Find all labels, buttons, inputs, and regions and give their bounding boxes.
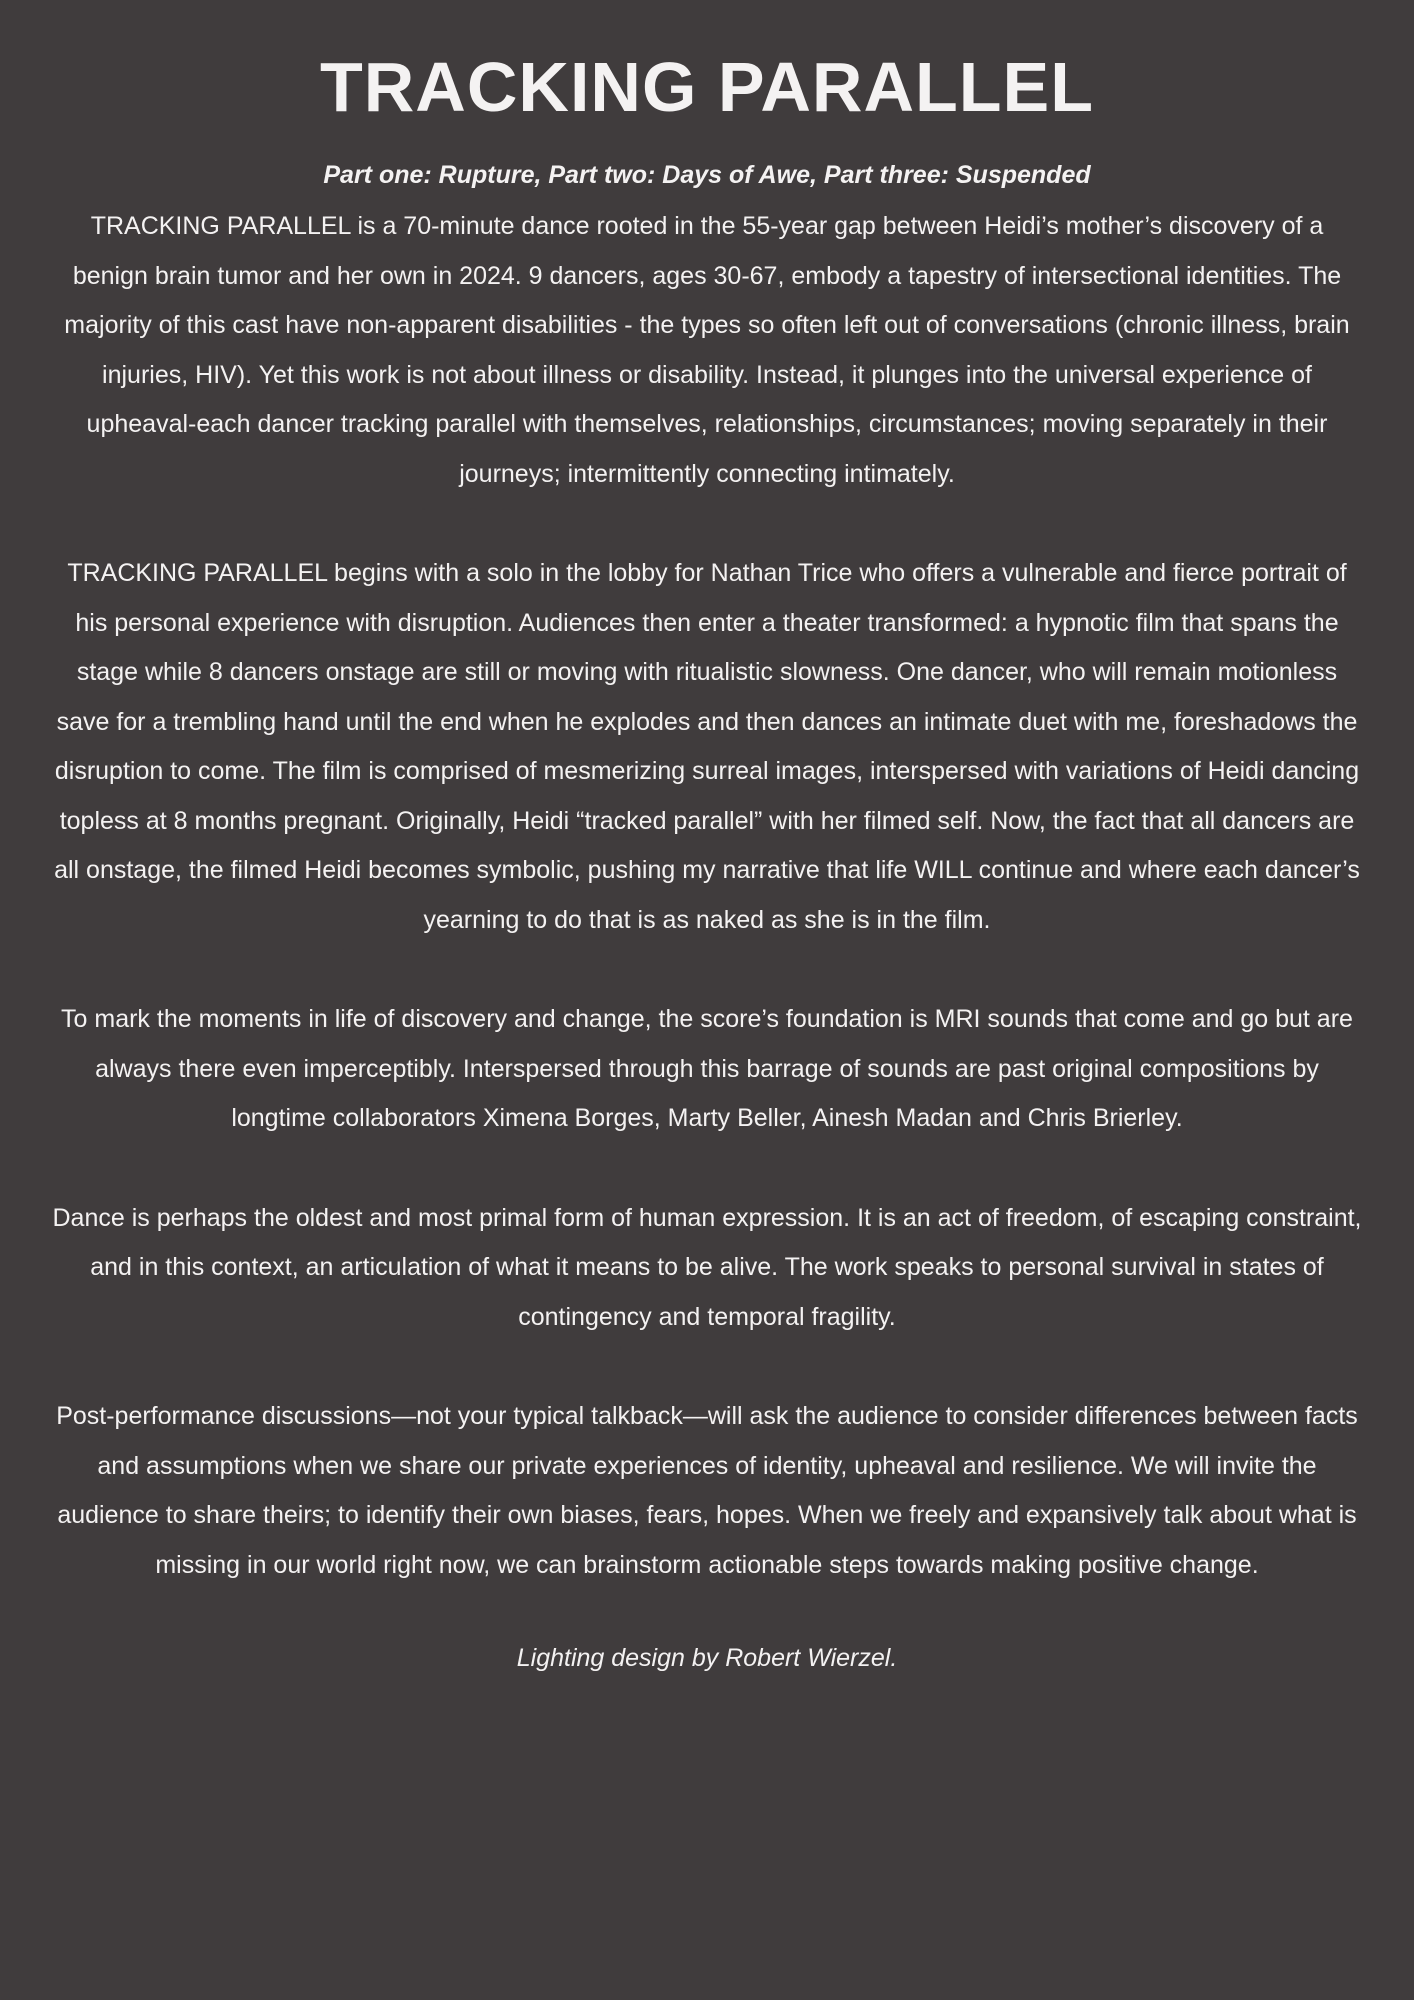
lighting-credit: Lighting design by Robert Wierzel. <box>516 1644 898 1672</box>
paragraph-discussions: Post-performance discussions—not your typical talkback—will ask the audience to consider differences between facts and assumptions when we share our private experiences of identity, upheaval and resilience. We will invite the audience to share theirs; to identify their own biases, fears, hopes. When we freely and expansively talk about what is missing in our world right now, we can brainstorm actionable steps towards making positive change. <box>56 1402 1358 1579</box>
body-text <box>52 202 1362 1590</box>
page-subtitle: Part one: Rupture, Part two: Days of Awe, Part three: Suspended <box>323 161 1091 189</box>
paragraph-score: To mark the moments in life of discovery and change, the score’s foundation is MRI sounds that come and go but are always there even imperceptibly. Interspersed through this barrage of sounds are past original compositions by longtime collaborators Ximena Borges, Marty Beller, Ainesh Madan and Chris Brierley. <box>61 1005 1353 1132</box>
page-title: TRACKING PARALLEL <box>320 48 1094 126</box>
paragraph-dance: Dance is perhaps the oldest and most primal form of human expression. It is an act of freedom, of escaping constraint, and in this context, an articulation of what it means to be alive. The work speaks to personal survival in states of contingency and temporal fragility. <box>52 1203 1362 1331</box>
paragraph-staging: TRACKING PARALLEL begins with a solo in the lobby for Nathan Trice who offers a vulnerable and fierce portrait of his personal experience with disruption. Audiences then enter a theater transformed: a hypnotic film that spans the stage while 8 dancers onstage are still or moving with ritualistic slowness. One dancer, who will remain motionless save for a trembling hand until the end when he explodes and then dances an intimate duet with me, foreshadows the disruption to come. The film is comprised of mesmerizing surreal images, interspersed with variations of Heidi dancing topless at 8 months pregnant. Originally, Heidi “tracked parallel” with her filmed self. Now, the fact that all dancers are all onstage, the filmed Heidi becomes symbolic, pushing my narrative that life WILL continue and where each dancer’s yearning to do that is as naked as she is in the film. <box>54 559 1360 934</box>
paragraph-intro: TRACKING PARALLEL is a 70-minute dance rooted in the 55-year gap between Heidi’s mother’s discovery of a benign brain tumor and her own in 2024. 9 dancers, ages 30-67, embody a tapestry of intersectional identities. The majority of this cast have non-apparent disabilities - the types so often left out of conversations (chronic illness, brain injuries, HIV). Yet this work is not about illness or disability. Instead, it plunges into the universal experience of upheaval-each dancer tracking parallel with themselves, relationships, circumstances; moving separately in their journeys; intermittently connecting intimately. <box>64 212 1350 488</box>
